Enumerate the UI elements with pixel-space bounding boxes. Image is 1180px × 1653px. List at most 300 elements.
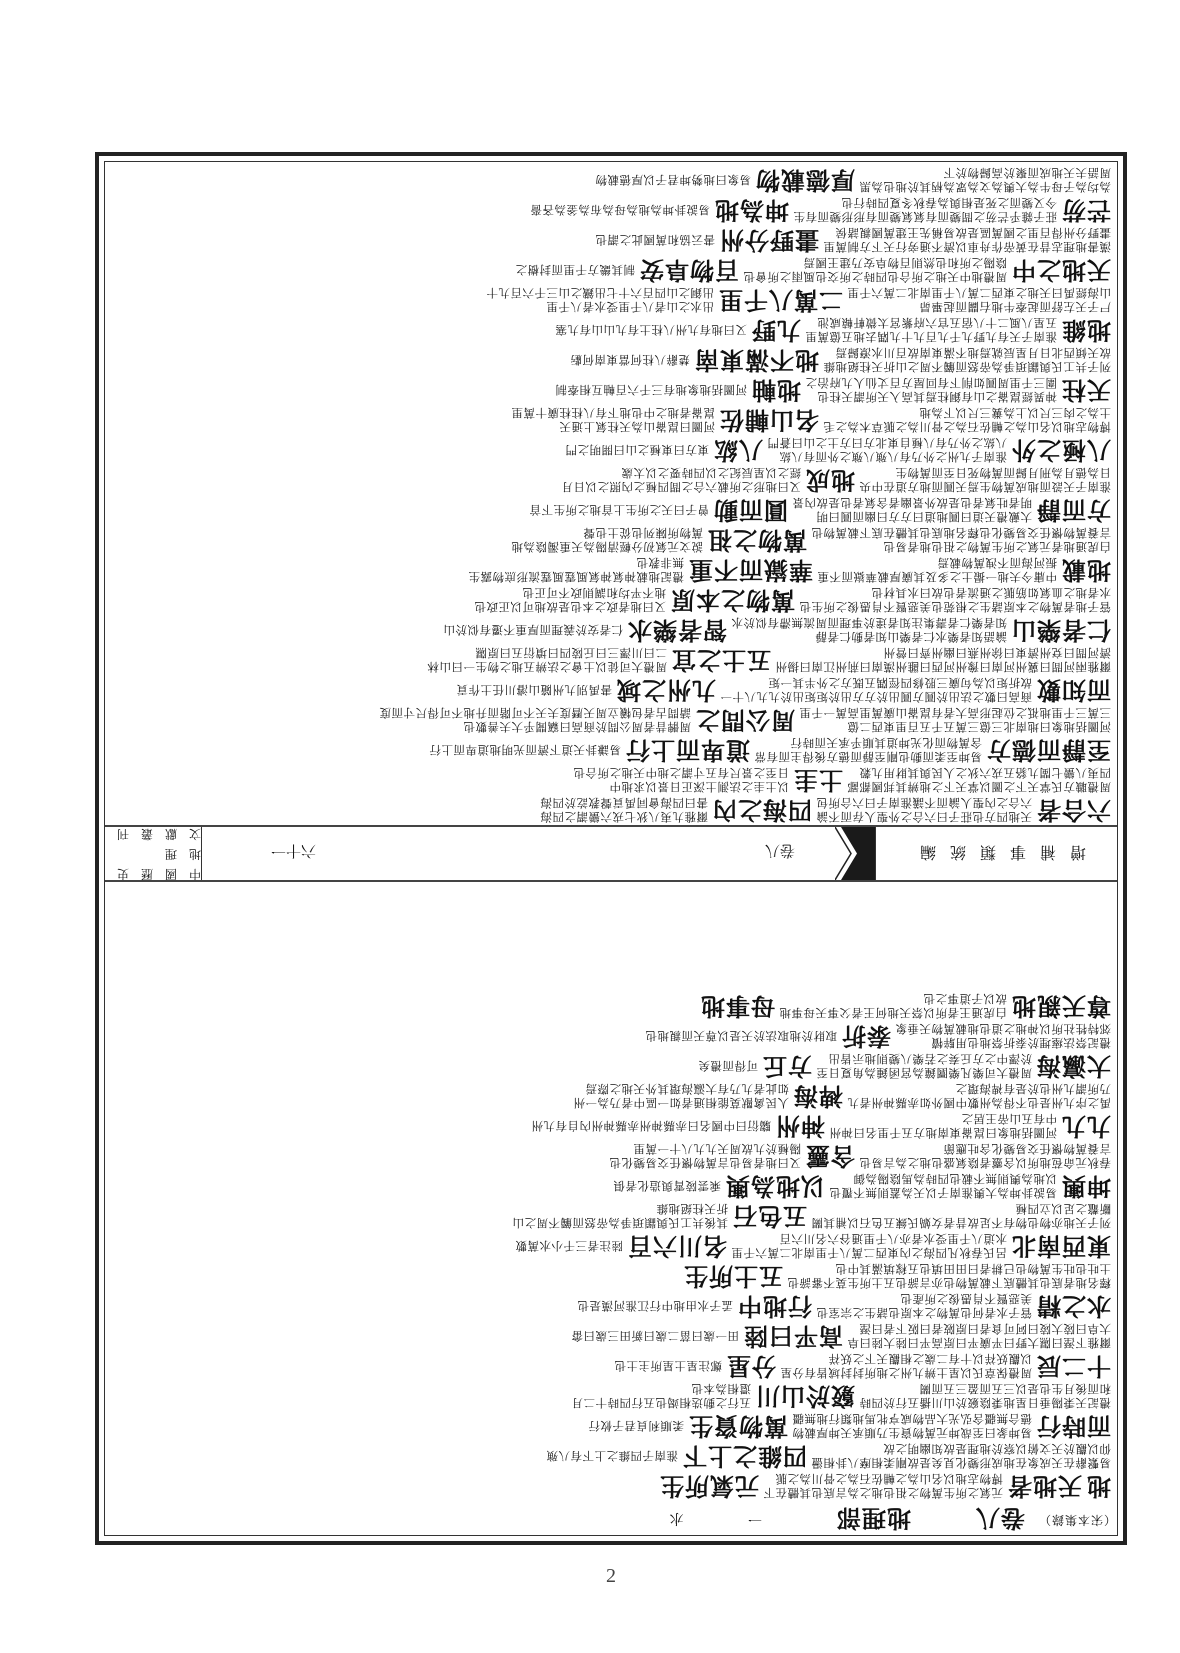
annotation-line: 故天傾西北日月星辰就焉地不滿東南故百川水潦歸焉	[835, 346, 1111, 360]
annotation-line: 其後共工氏與顓頊爭為帝怒而觸不周之山	[512, 1216, 728, 1230]
annotation-line: 美惡賢不肖愚俊之所產也	[900, 1292, 1032, 1306]
main-text: 圓而動	[713, 496, 788, 525]
annotation-line: 制其畿方千里而封樹之	[515, 263, 635, 277]
annotation	[857, 1142, 1113, 1170]
annotation-line: 河圖括地象地有三千六百軸互相牽制	[555, 383, 747, 397]
annotation-line: 白虎通地者元氣之所生萬物之祖也地者易也	[883, 540, 1111, 554]
text-row	[105, 555, 1117, 585]
annotation-line: 爾雅兩河間曰冀州河南曰豫州河西曰雝州漢南曰荊州江南曰揚州	[775, 660, 1111, 674]
main-text: 名川六百	[627, 1232, 727, 1261]
chapter-subject: 水	[669, 1510, 684, 1526]
annotation-line: 明者吐氣者也是故外景幽者含氣者也是故內景	[792, 496, 1032, 510]
text-row	[105, 705, 1117, 735]
text-row	[105, 315, 1117, 345]
annotation-line: 仰以觀於天文俯以察於地理是故知幽明之故	[883, 1442, 1111, 1456]
annotation-line: 陰陽之所和也然則百物阜安乃建王國焉	[803, 256, 1007, 270]
annotation	[815, 556, 1059, 584]
main-text: 東西南北	[1011, 1232, 1111, 1261]
annotation-line: 畫野分州得百里之國萬區是故易稱先王建萬國親諸侯	[835, 226, 1111, 240]
main-text: 至靜而德方	[986, 736, 1111, 765]
annotation-line: 如此者九乃有大瀛海環其外天地之際焉	[585, 1082, 789, 1096]
annotation	[821, 226, 1113, 254]
main-text: 仁者樂山	[1011, 616, 1111, 645]
main-text: 元氣所生	[659, 1472, 759, 1501]
annotation-line: 斷鼇之足以立四極	[1015, 1202, 1111, 1216]
annotation	[527, 503, 711, 517]
main-text: 四維之上下	[682, 1442, 807, 1471]
page-number: 2	[606, 1565, 616, 1587]
text-row	[105, 1471, 1117, 1501]
annotation	[569, 1329, 741, 1343]
annotation-line: 周禮大司樂凡樂圜鐘為宮函鍾為角夏日至	[816, 1066, 1032, 1080]
annotation	[593, 173, 753, 187]
annotation-line: 德合無疆含弘光大品物咸亨牝馬地類行地無疆	[792, 1412, 1032, 1426]
annotation-line: 騶衍曰中國名曰赤縣神州赤縣神州內自有九州	[531, 1119, 771, 1133]
main-text: 萬物資生	[688, 1412, 788, 1441]
annotation-line: 以地為輿則無不載也四時為馬陰陽為御	[853, 1172, 1057, 1186]
annotation	[586, 1419, 686, 1433]
text-row	[105, 405, 1117, 435]
annotation-line: 土為之肉三尺以上為糞三尺以下為地	[919, 406, 1111, 420]
annotation	[612, 1359, 724, 1373]
annotation	[643, 1029, 839, 1043]
annotation-line: 水者地之血氣如筋脈之通流者也故曰水具材也	[871, 586, 1111, 600]
folio-number: 六十一	[271, 842, 317, 860]
text-row	[105, 465, 1117, 495]
annotation-line: 易說卦坤為大輿淮南子以天為蓋則無不覆也	[829, 1186, 1057, 1200]
text-row	[105, 1051, 1117, 1081]
annotation-line: 田一歲曰菑二歲曰新田三歲曰畬	[571, 1329, 739, 1343]
annotation-line: 陸注者三千小水萬數	[515, 1239, 623, 1253]
main-text: 智者樂水	[627, 616, 727, 645]
main-text: 厚德載物	[755, 166, 855, 195]
annotation-line: 以土圭之法測土深正日景以求地中	[609, 780, 789, 794]
annotation-line: 孟子水由地中行江淮河漢是也	[577, 1299, 733, 1313]
annotation-line: 河圖括地象曰崑崙東南地方五千里名曰神州	[829, 1126, 1057, 1140]
annotation	[857, 1382, 1113, 1410]
annotation-line: 禮記地載神氣神氣風霆風霆流形庶物露生	[468, 570, 684, 584]
annotation-line: 又曰地有九州八柱土有九山山有九塞	[555, 323, 747, 337]
annotation	[797, 586, 1113, 614]
main-text: 地不滿東南	[694, 346, 819, 375]
annotation-line: 列子共工氏與顓頊爭為帝怒而觸不周之山折天柱絕地維	[823, 360, 1111, 374]
annotation-line: 仁者安於義理而厚重不遷有似於山	[443, 623, 623, 637]
text-row	[105, 165, 1117, 195]
annotation-line: 易象曰地勢坤君子以厚德載物	[595, 173, 751, 187]
annotation-line: 陽極於九故周天九九八十一萬里	[633, 1142, 801, 1156]
main-text: 十二辰	[1036, 1352, 1111, 1381]
text-row	[105, 435, 1117, 465]
main-text: 地	[1086, 1472, 1111, 1501]
annotation	[607, 1142, 803, 1170]
text-row	[105, 1381, 1117, 1411]
annotation	[845, 1082, 1113, 1110]
main-text: 天地者	[1007, 1472, 1082, 1501]
annotation	[821, 406, 1113, 434]
annotation	[809, 1202, 1113, 1230]
strip-middle	[201, 827, 835, 880]
text-row	[105, 1411, 1117, 1441]
volume-label: 卷八	[764, 842, 795, 860]
main-text: 五色石	[732, 1202, 807, 1231]
annotation	[575, 1299, 735, 1313]
annotation-line: 禹之序九州是也不得為州數中國外如赤縣神州者九	[847, 1096, 1111, 1110]
annotation	[773, 646, 1113, 674]
annotation	[814, 1292, 1034, 1320]
annotation-line: 大戴禮天道曰圓地道曰方方曰幽而圓曰明	[816, 510, 1032, 524]
annotation-line: 取財於地取法於天是以尊天而親地也	[645, 1029, 837, 1043]
source-note: （宋本集錄）	[1038, 1513, 1117, 1527]
annotation-line: 大阜曰陵大陵曰阿可食者曰原陂者曰阪下者曰溼	[859, 1322, 1111, 1336]
annotation-line: 書曰四海會同禹貢聲教訖於四海	[540, 796, 708, 810]
annotation	[827, 1172, 1059, 1200]
main-text: 華嶽而不重	[688, 556, 813, 585]
annotation	[611, 1179, 723, 1193]
main-text: 以地為輿	[725, 1172, 825, 1201]
annotation-line: 土吐也吐生萬物也已耕者曰田田填也五稼填滿其中也	[835, 1262, 1111, 1276]
series-label-line-1: 文獻叢刊	[104, 826, 201, 841]
text-row	[105, 585, 1117, 615]
annotation-line: 淮南子天有九野九千九百九十九隅去地五億萬里	[805, 330, 1057, 344]
annotation	[790, 1412, 1034, 1440]
main-text: 泰折	[841, 1022, 891, 1051]
annotation-line: 五行之動迭相竭也五行四時十二月	[571, 1396, 751, 1410]
annotation-line: 東方曰東極之山曰開明之門	[565, 443, 709, 457]
annotation	[729, 616, 1009, 644]
annotation-line: 易繫辭在天成象在地成形變化見矣是故剛柔相摩八卦相盪	[811, 1456, 1111, 1470]
annotation-line: 中有五山帝王居之	[961, 1112, 1057, 1126]
annotation	[803, 376, 1059, 404]
annotation	[510, 1202, 730, 1230]
chapter-section: 地理部	[836, 1504, 911, 1533]
main-text: 天地之中	[1011, 256, 1111, 285]
main-text: 四海之內	[712, 796, 812, 825]
series-label	[105, 827, 202, 880]
annotation-line: 今又變而之死是相與為春秋冬夏四時行也	[841, 196, 1057, 210]
annotation-line: 列子天地亦物也物有不足故昔者女媧氏練五色石以補其闕	[811, 1216, 1111, 1230]
annotation-line: 請問古者包犧立周天曆度夫天不可階而升地不可得尺寸而度	[379, 706, 691, 720]
text-row	[105, 675, 1117, 705]
main-text: 百物阜安	[639, 256, 739, 285]
annotation	[454, 683, 614, 697]
text-row	[105, 1321, 1117, 1351]
text-row	[105, 375, 1117, 405]
annotation	[472, 586, 668, 614]
annotation-line: 水道八千里受水者亦八千里通谷六名川六百	[779, 1232, 1007, 1246]
annotation-line: 易坤至柔而動也剛至靜而德方後得主而有常	[754, 750, 982, 764]
annotation-line: 故以子道事之也	[923, 992, 1007, 1006]
annotation	[803, 316, 1059, 344]
annotation-line: 易說卦坤為地為母為布為釜為吝嗇	[530, 203, 710, 217]
annotation-line: 漢書地理志昔在黃帝作舟車以濟不通旁行天下方制萬里	[823, 240, 1111, 254]
annotation-line: 爾雅九夷八狄七戎六蠻謂之四海	[540, 810, 708, 824]
annotation	[809, 1442, 1113, 1470]
annotation-line: 淮南子天設而地成萬物生焉天圓而地方道在中央	[859, 480, 1111, 494]
main-text: 含靈	[805, 1142, 855, 1171]
annotation-line: 言養萬物懷任交易變化含吐應節	[943, 1142, 1111, 1156]
annotation	[845, 286, 1113, 314]
annotation-line: 呂氏春秋凡四海之內東西二萬八千里南北二萬六千里	[731, 1246, 1007, 1260]
main-text: 九州之域	[616, 676, 716, 705]
main-text: 坤為地	[714, 196, 789, 225]
main-text: 八紘	[713, 436, 763, 465]
annotation-line: 周禮職方氏掌天下之圖以掌天下之地辨其邦國都鄙	[847, 780, 1111, 794]
annotation-line: 周禮大司徒以土會之法辨五地之物生一曰山林	[427, 660, 667, 674]
text-row	[105, 345, 1117, 375]
annotation-line: 神異經崑崙之山有銅柱焉其高入天所謂天柱也	[817, 390, 1057, 404]
main-text: 水之精	[1036, 1292, 1111, 1321]
page-inner-border	[104, 161, 1118, 1536]
main-text: 天柱	[1061, 376, 1111, 405]
annotation-line: 博物志地以名山為之輔佐石為之骨川為之脈草木為之毛	[823, 420, 1111, 434]
annotation-line: 尸子天左舒而起牽牛地右闢而起畢昴	[919, 300, 1111, 314]
text-row	[105, 1171, 1117, 1201]
annotation-line: 於澤中之方丘奏之若樂八變則地示皆出	[828, 1052, 1032, 1066]
annotation	[893, 1022, 1113, 1050]
book-title-label	[875, 827, 1117, 880]
main-text: 五土所生	[683, 1262, 783, 1291]
annotation	[821, 346, 1113, 374]
main-text: 八極之外	[1011, 436, 1111, 465]
annotation	[857, 466, 1113, 494]
main-text: 方丘	[762, 1052, 812, 1081]
annotation-line: 河圖曰崑崙山為天柱氣上通天	[559, 420, 715, 434]
main-text: 分星	[726, 1352, 776, 1381]
annotation-line: 中庸今夫地一撮土之多及其廣厚載華嶽而不重	[817, 570, 1057, 584]
annotation	[593, 233, 717, 247]
annotation-line: 知者樂仁者壽集注知者達於事理而周流無滯有似於水	[731, 616, 1007, 630]
annotation-line: 博物志地以名山為之輔佐石為之骨川為之脈	[775, 1472, 1003, 1486]
annotation	[466, 556, 686, 584]
annotation-line: 人民禽獸莫能相通者如一區中者乃為一州	[573, 1096, 789, 1110]
annotation-line: 出銅之山四百六十七出鐵之山三千六百九十	[486, 286, 714, 300]
main-text: 萬物之本原	[670, 586, 795, 615]
main-text: 行地中	[737, 1292, 812, 1321]
chapter-volume: 卷八	[975, 1504, 1025, 1533]
text-row	[105, 765, 1117, 795]
annotation-line: 故折矩以為句廣三股修四徑隅五既方之外半其一矩	[768, 676, 1032, 690]
upper-text-block	[105, 162, 1117, 825]
text-row	[105, 645, 1117, 675]
annotation-line: 管子地者萬物之本原諸生之根菀也美惡賢不肖愚俊之所生也	[799, 600, 1111, 614]
annotation-line: 和而後月生也是以三五而盈三五而闕	[919, 1382, 1111, 1396]
annotation-line: 還相為本也	[691, 1382, 751, 1396]
annotation-line: 六合之內聖人論而不議淮南子曰六合所包	[816, 796, 1032, 810]
annotation	[761, 1472, 1005, 1500]
main-text: 裨海	[793, 1082, 843, 1111]
main-text: 周公問之	[695, 706, 795, 735]
annotation-line: 地不平均和調則政不可正也	[522, 586, 666, 600]
text-row	[105, 1291, 1117, 1321]
text-row	[105, 195, 1117, 225]
main-text: 萬物之祖	[707, 526, 807, 555]
annotation-line: 出水之山者八千里受水者八千里	[546, 300, 714, 314]
text-row	[105, 495, 1117, 525]
annotation-line: 爾雅下溼曰隰大野曰平廣平曰原高平曰陸大陸曰阜	[847, 1336, 1111, 1350]
annotation-line: 乘雲陵霄與造化者俱	[613, 1179, 721, 1193]
text-row	[105, 1441, 1117, 1471]
main-text: 九野	[751, 316, 801, 345]
annotation-line: 商高曰數之法出於圓方圓出於方方出於矩矩出於九九八十一	[720, 690, 1032, 704]
annotation	[569, 1382, 753, 1410]
annotation	[509, 406, 717, 434]
main-text: 六合者	[1036, 796, 1111, 825]
annotation-line: 濟河間曰兗州濟東曰徐州燕曰幽州齊曰營州	[883, 646, 1111, 660]
annotation-line: 春秋元命苞地所以含靈者陰氣盛也地之為言易也	[859, 1156, 1111, 1170]
annotation-line: 振河海而不洩萬物載焉	[937, 556, 1057, 570]
annotation-line: 八紘之外乃有八極自東北方曰方土之山曰蒼門	[767, 436, 1007, 450]
text-row	[105, 285, 1117, 315]
annotation-line: 為均為子母牛為大輿為文為眾為柄其於地也為黑	[859, 180, 1111, 194]
annotation	[553, 323, 749, 337]
annotation-line: 曾子曰天之所生上首地之所生下首	[529, 503, 709, 517]
text-row	[105, 1231, 1117, 1261]
text-row	[105, 795, 1117, 825]
chapter-header-row	[105, 1501, 1117, 1535]
main-text: 神州	[775, 1112, 825, 1141]
annotation	[827, 1112, 1059, 1140]
main-text: 坤輿	[1061, 1172, 1111, 1201]
annotation-line: 萬物所陳列也從土也聲	[583, 526, 703, 540]
text-row	[105, 255, 1117, 285]
annotation	[814, 796, 1034, 824]
annotation-line: 又曰地者易也言萬物懷任交易變化也	[609, 1156, 801, 1170]
annotation-line: 以觀妖祥以十有二歲之相觀天下之妖祥	[828, 1352, 1032, 1366]
annotation-line: 釋名地者底也其體底下載萬物也亦言諦也五土所生莫不審諦也	[787, 1276, 1111, 1290]
annotation-line: 柔順利貞君子攸行	[588, 1419, 684, 1433]
annotation-line: 淮南子九州之外乃有八殥八殥之外而有八紘	[779, 450, 1007, 464]
annotation-line: 郊特牲社所以神地之道也地載萬物天垂象	[895, 1022, 1111, 1036]
annotation	[696, 1059, 760, 1073]
annotation-line: 山海經禹曰天地之東西二萬八千里南北二萬六千里	[847, 286, 1111, 300]
text-row	[105, 735, 1117, 765]
main-text: 九九	[1061, 1112, 1111, 1141]
fold-margin-strip	[105, 825, 1117, 882]
page-frame	[95, 152, 1127, 1545]
annotation-line: 周髀昔者周公問於商高曰竊聞乎大夫善數也	[463, 720, 691, 734]
annotation	[529, 1119, 773, 1133]
annotation-line: 含萬物而化光坤道其順乎承天而時行	[790, 736, 982, 750]
chapter-number: 一	[747, 1510, 762, 1526]
annotation	[544, 1449, 680, 1463]
annotation-line: 周禮地中天地之所合也四時之所交也風雨之所會也	[743, 270, 1007, 284]
annotation	[778, 1352, 1034, 1380]
annotation	[568, 353, 692, 367]
series-label-line-2: 中國歷史地理	[104, 846, 201, 881]
annotation-line: 鄭注星土星所主土也	[614, 1359, 722, 1373]
main-text: 母事地	[700, 992, 775, 1021]
main-text: 地載	[1061, 556, 1111, 585]
main-text: 二萬八千里	[718, 286, 843, 315]
lower-text-rows	[105, 991, 1117, 1501]
annotation	[559, 466, 803, 494]
annotation-line: 易謙卦天道下濟而光明地道卑而上行	[429, 743, 621, 757]
annotation-line: 書禹別九州隨山濬川任土作貢	[456, 683, 612, 697]
text-row	[105, 225, 1117, 255]
annotation-line: 二曰川澤三曰丘陵四曰墳衍五曰原隰	[475, 646, 667, 660]
annotation	[845, 1322, 1113, 1350]
main-text: 方而靜	[1036, 496, 1111, 525]
text-row	[105, 1021, 1117, 1051]
main-text: 地維	[1061, 316, 1111, 345]
annotation	[571, 766, 791, 794]
annotation-line: 元氣之所生萬物之祖也地之為言底也其體在下	[763, 1486, 1003, 1500]
annotation	[718, 676, 1034, 704]
annotation	[509, 526, 705, 554]
annotation-line: 周語夫天地成而聚於高歸物於下	[943, 166, 1111, 180]
annotation-line: 白虎通王者所以祭天地何王者父事天母事地	[779, 1006, 1007, 1020]
main-text: 大瀛海	[1036, 1052, 1111, 1081]
annotation-line: 河圖括地象曰地南北三億三萬五千五百里東西二億	[847, 720, 1111, 734]
text-row	[105, 1261, 1117, 1291]
annotation	[513, 1239, 625, 1253]
annotation	[377, 706, 693, 734]
annotation	[752, 736, 984, 764]
text-row	[105, 1081, 1117, 1111]
annotation-line: 天地四方也莊子曰六合之外聖人存而不論	[816, 810, 1032, 824]
annotation-line: 言養萬物懷任交易變化也釋名地底也其體在底下載萬物也	[811, 526, 1111, 540]
main-text: 畫野分州	[719, 226, 819, 255]
annotation-line: 禮記天秉陽垂日星地秉陰竅於山川播五行於四時	[859, 1396, 1111, 1410]
annotation	[857, 166, 1113, 194]
main-text: 而時行	[1036, 1412, 1111, 1441]
annotation-line: 又曰地者政之本也是故地可以正政也	[474, 600, 666, 614]
book-title: 增補事類統編	[906, 843, 1087, 862]
main-text: 高平曰陸	[743, 1322, 843, 1351]
main-text: 尊天親地	[1011, 992, 1111, 1021]
annotation	[729, 1232, 1009, 1260]
annotation-line: 乃所謂九州也於是有裨海環之	[955, 1082, 1111, 1096]
annotation	[791, 196, 1059, 224]
annotation	[484, 286, 716, 314]
text-row	[105, 615, 1117, 645]
lower-text-block	[105, 880, 1117, 1535]
annotation-line: 無非教也	[636, 556, 684, 570]
annotation	[528, 203, 712, 217]
annotation	[814, 1052, 1034, 1080]
annotation-line: 又曰地形之所載六合之間四極之內照之以日月	[561, 480, 801, 494]
annotation-line: 易坤彖曰至哉坤元萬物資生乃順承天坤厚載物	[792, 1426, 1032, 1440]
text-row	[105, 525, 1117, 555]
annotation-line: 說文元氣初分輕清陽為天重濁陰為地	[511, 540, 703, 554]
annotation	[571, 1082, 791, 1110]
annotation-line: 日至之景尺有五寸謂之地中天地之所合也	[573, 766, 789, 780]
main-text: 地成	[805, 466, 855, 495]
text-row	[105, 1351, 1117, 1381]
annotation	[809, 526, 1113, 554]
main-text: 竅於山川	[755, 1382, 855, 1411]
text-row	[105, 1141, 1117, 1171]
main-text: 五土之宜	[671, 646, 771, 675]
annotation-line: 周禮保章氏以星土辨九州之地所封封域皆有分星	[780, 1366, 1032, 1380]
annotation	[845, 766, 1113, 794]
annotation-line: 三萬三千里地祗之位起形高大者有崑崙山廣萬里高萬一千里	[799, 706, 1111, 720]
annotation-line: 折天柱絕地維	[656, 1202, 728, 1216]
main-text: 地軸	[751, 376, 801, 405]
annotation-line: 崑崙者地之中也地下有八柱柱廣十萬里	[511, 406, 715, 420]
annotation-line: 楚辭八柱何當東南何虧	[570, 353, 690, 367]
annotation	[513, 263, 637, 277]
annotation	[538, 796, 710, 824]
annotation-line: 書云協和萬國此之謂也	[595, 233, 715, 247]
annotation-line: 日為德月為刑月歸而萬物死日至而萬物生	[895, 466, 1111, 480]
annotation-line: 論語知者樂水仁者樂山知者動仁者靜	[815, 630, 1007, 644]
annotation	[563, 443, 711, 457]
annotation-line: 五星八風二十八宿五官六府紫宮太微軒轅咸池	[817, 316, 1057, 330]
annotation	[777, 992, 1009, 1020]
text-row	[105, 991, 1117, 1021]
annotation-line: 經之以星辰紀之以四時要之以太歲	[621, 466, 801, 480]
